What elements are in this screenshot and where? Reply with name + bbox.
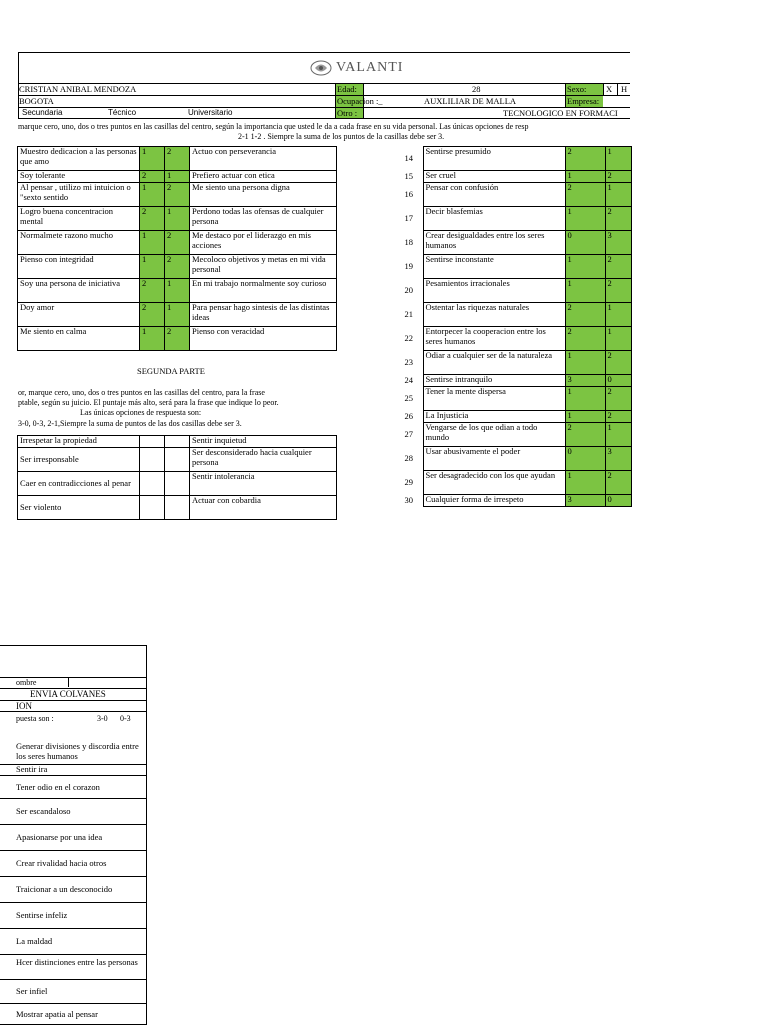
score-cell-b[interactable]: 2 (165, 327, 190, 351)
statement: Sentirse inconstante (423, 255, 565, 279)
score-cell-a[interactable]: 3 (565, 375, 605, 387)
score-cell-a[interactable]: 0 (565, 231, 605, 255)
rule (0, 979, 147, 980)
statement: La Injusticia (423, 411, 565, 423)
score-cell-b[interactable]: 1 (165, 303, 190, 327)
table-row (18, 231, 337, 255)
table-row (395, 171, 631, 183)
table-row (395, 183, 631, 207)
rule (68, 678, 69, 687)
statement: Vengarse de los que odian a todo mundo (423, 423, 565, 447)
statement-b: Para pensar hago sintesis de las distintas ideas (190, 303, 337, 327)
instructions-line2: 2-1 1-2 . Siempre la suma de los puntos de la casillas debe ser 3. (238, 132, 445, 141)
score-cell-b[interactable] (165, 436, 190, 448)
rule (0, 775, 147, 776)
statement-a: Al pensar , utilizo mi intuicion o "sexto sentido (18, 183, 140, 207)
table-row (395, 147, 631, 171)
score-cell-b[interactable]: 2 (165, 231, 190, 255)
statement: Sentirse intranquilo (423, 375, 565, 387)
score-cell-a[interactable]: 2 (565, 327, 605, 351)
rule (0, 824, 147, 825)
page2-item: La maldad (16, 936, 53, 946)
rule (0, 902, 147, 903)
edu-tecnico: Técnico (108, 108, 137, 117)
edu-universitario: Universitario (188, 108, 233, 117)
statement-a: Me siento en calma (18, 327, 140, 351)
score-cell-b[interactable]: 1 (605, 327, 631, 351)
score-cell-a[interactable]: 1 (565, 171, 605, 183)
part1-right-table (395, 146, 632, 507)
score-cell-b[interactable]: 2 (605, 471, 631, 495)
item-number: 27 (404, 428, 413, 439)
page2-item: Ser escandaloso (16, 806, 71, 816)
table-row (395, 231, 631, 255)
statement-a: Pienso con integridad (18, 255, 140, 279)
score-cell-a[interactable]: 2 (565, 423, 605, 447)
score-cell-a[interactable] (140, 472, 165, 496)
table-row (18, 207, 337, 231)
score-cell-a[interactable]: 1 (565, 387, 605, 411)
table-row (395, 327, 631, 351)
score-cell-a[interactable]: 1 (140, 147, 165, 171)
table-row (395, 279, 631, 303)
edad-label: Edad: (337, 84, 357, 94)
statement-b: Perdono todas las ofensas de cualquier persona (190, 207, 337, 231)
score-cell-a[interactable]: 2 (565, 147, 605, 171)
table-row (18, 327, 337, 351)
score-cell-a[interactable]: 1 (565, 351, 605, 375)
ocupacion-value: AUXLILIAR DE MALLA (424, 96, 517, 106)
rule (0, 798, 147, 799)
table-row (395, 255, 631, 279)
edu-secundaria: Secundaria (22, 108, 63, 117)
statement-a: Ser irresponsable (18, 448, 140, 472)
statement: Cualquier forma de irrespeto (423, 495, 565, 507)
score-cell-b[interactable]: 1 (165, 171, 190, 183)
statement: Ser desagradecido con los que ayudan (423, 471, 565, 495)
statement: Entorpecer la cooperacion entre los seres humanos (423, 327, 565, 351)
score-cell-b[interactable]: 2 (605, 411, 631, 423)
score-cell-b[interactable]: 2 (605, 351, 631, 375)
statement-b: Actuar con cobardia (190, 496, 337, 520)
score-cell-b[interactable]: 2 (165, 147, 190, 171)
score-cell-a[interactable]: 2 (565, 303, 605, 327)
score-cell-a[interactable]: 1 (565, 207, 605, 231)
score-cell-a[interactable]: 1 (565, 255, 605, 279)
score-cell-b[interactable]: 2 (605, 207, 631, 231)
nombre-label: ombre (16, 678, 37, 687)
table-row (18, 472, 337, 496)
rule (335, 83, 336, 119)
page2-item: Tener odio en el corazon (16, 781, 100, 792)
instructions2-line1: or, marque cero, uno, dos o tres puntos en las casillas del centro, para la frase (18, 388, 265, 397)
brand-emblem-icon (310, 60, 332, 76)
table-row (18, 448, 337, 472)
sexo-h: H (621, 84, 628, 94)
item-number: 23 (404, 356, 413, 367)
score-cell-a[interactable]: 2 (140, 207, 165, 231)
statement: Odiar a cualquier ser de la naturaleza (423, 351, 565, 375)
table-row (18, 147, 337, 171)
page2-item: Sentirse infeliz (16, 910, 68, 920)
statement-a: Irrespetar la propiedad (18, 436, 140, 448)
sexo-label: Sexo: (567, 84, 587, 94)
score-cell-a[interactable]: 2 (140, 303, 165, 327)
statement-b: En mi trabajo normalmente soy curioso (190, 279, 337, 303)
city: BOGOTA (19, 96, 54, 106)
item-number: 14 (404, 152, 413, 163)
instructions2-line3: Las únicas opciones de respuesta son: (80, 408, 202, 417)
score-cell-b[interactable]: 1 (165, 207, 190, 231)
statement: Sentirse presumido (423, 147, 565, 171)
instructions-line1: marque cero, uno, dos o tres puntos en las casillas del centro, según la importancia que usted le da a cada frase en su vida personal. Las únicas opciones de resp (18, 122, 529, 131)
statement-b: Ser desconsiderado hacia cualquier persona (190, 448, 337, 472)
score-cell-a[interactable]: 1 (140, 327, 165, 351)
score-cell-a[interactable] (140, 496, 165, 520)
table-row (18, 279, 337, 303)
table-row (395, 411, 631, 423)
score-cell-b[interactable]: 0 (605, 495, 631, 507)
rule (0, 1003, 147, 1004)
table-row (395, 423, 631, 447)
rule (603, 83, 604, 95)
score-cell-a[interactable]: 1 (140, 183, 165, 207)
score-cell-b[interactable] (165, 472, 190, 496)
resp-opt2: 0-3 (120, 714, 131, 723)
header-top-rule (18, 52, 630, 53)
statement: Decir blasfemias (423, 207, 565, 231)
resp-opt1: 3-0 (97, 714, 108, 723)
item-number: 17 (404, 212, 413, 223)
table-row (395, 375, 631, 387)
table-row (395, 447, 631, 471)
statement: Ostentar las riquezas naturales (423, 303, 565, 327)
score-cell-b[interactable]: 1 (605, 303, 631, 327)
page2-item: Traicionar a un desconocido (16, 884, 113, 894)
statement-b: Sentir intolerancia (190, 472, 337, 496)
rule (0, 876, 147, 877)
rule (146, 645, 147, 1024)
item-number: 18 (404, 236, 413, 247)
part2-left-table (17, 435, 337, 520)
statement-b: Me destaco por el liderazgo en mis acciones (190, 231, 337, 255)
rule (18, 118, 630, 119)
score-cell-a[interactable]: 2 (565, 183, 605, 207)
score-cell-b[interactable]: 3 (605, 447, 631, 471)
page2-item: Sentir ira (16, 764, 48, 774)
rule (0, 954, 147, 955)
page2-item: Ser infiel (16, 986, 48, 996)
score-cell-a[interactable]: 3 (565, 495, 605, 507)
ocupacion-label: Ocupacion :_ (337, 96, 383, 106)
statement-b: Sentir inquietud (190, 436, 337, 448)
score-cell-a[interactable]: 1 (565, 411, 605, 423)
item-number: 16 (404, 188, 413, 199)
score-cell-b[interactable]: 1 (605, 423, 631, 447)
score-cell-a[interactable]: 0 (565, 447, 605, 471)
score-cell-b[interactable]: 1 (165, 279, 190, 303)
edad-value: 28 (472, 84, 481, 94)
rule (18, 95, 630, 96)
sexo-x: X (606, 84, 613, 94)
statement-a: Caer en contradicciones al penar (18, 472, 140, 496)
score-cell-a[interactable]: 1 (140, 255, 165, 279)
table-row (395, 303, 631, 327)
statement-b: Mecoloco objetivos y metas en mi vida personal (190, 255, 337, 279)
table-row (18, 255, 337, 279)
statement-a: Soy tolerante (18, 171, 140, 183)
statement: Tener la mente dispersa (423, 387, 565, 411)
score-cell-a[interactable]: 1 (565, 471, 605, 495)
statement-a: Muestro dedicacion a las personas que amo (18, 147, 140, 171)
score-cell-a[interactable]: 2 (140, 171, 165, 183)
statement-a: Doy amor (18, 303, 140, 327)
score-cell-a[interactable]: 1 (140, 231, 165, 255)
empresa-label: Empresa: (567, 96, 600, 106)
table-row (395, 207, 631, 231)
score-cell-b[interactable] (165, 448, 190, 472)
resp-label: puesta son : (16, 714, 54, 723)
segunda-parte-title: SEGUNDA PARTE (137, 366, 205, 376)
score-cell-a[interactable] (140, 436, 165, 448)
score-cell-b[interactable]: 2 (605, 279, 631, 303)
page2-sub: ION (16, 701, 32, 711)
rule (0, 711, 147, 712)
score-cell-b[interactable]: 2 (605, 387, 631, 411)
statement-b: Actuo con perseverancia (190, 147, 337, 171)
table-row (18, 496, 337, 520)
statement-a: Ser violento (18, 496, 140, 520)
item-number: 21 (404, 308, 413, 319)
brand-logo (310, 60, 403, 76)
statement-a: Logro buena concentracion mental (18, 207, 140, 231)
participant-name: CRISTIAN ANIBAL MENDOZA (19, 84, 137, 94)
score-cell-b[interactable] (165, 496, 190, 520)
statement-b: Pienso con veracidad (190, 327, 337, 351)
page2-item: Hcer distinciones entre las personas (16, 956, 138, 967)
score-cell-b[interactable]: 1 (605, 147, 631, 171)
page2-title: ENVIA COLVANES (30, 689, 106, 699)
score-cell-a[interactable]: 2 (140, 279, 165, 303)
score-cell-b[interactable]: 2 (165, 255, 190, 279)
item-number: 25 (404, 392, 413, 403)
rule (0, 645, 147, 646)
item-number: 29 (404, 476, 413, 487)
item-number: 20 (404, 284, 413, 295)
table-row (18, 183, 337, 207)
otro-value: TECNOLOGICO EN FORMACI (503, 108, 618, 118)
rule (565, 83, 566, 107)
statement-b: Prefiero actuar con etica (190, 171, 337, 183)
page2-item: Crear rivalidad hacia otros (16, 858, 107, 868)
item-number: 26 (404, 410, 413, 421)
item-number: 22 (404, 332, 413, 343)
table-row (18, 436, 337, 448)
part1-left-table (17, 146, 337, 351)
table-row (18, 303, 337, 327)
statement-a: Soy una persona de iniciativa (18, 279, 140, 303)
statement: Usar abusivamente el poder (423, 447, 565, 471)
item-number: 15 (404, 170, 413, 181)
score-cell-b[interactable]: 2 (165, 183, 190, 207)
statement: Pensar con confusión (423, 183, 565, 207)
table-row (395, 471, 631, 495)
score-cell-b[interactable]: 0 (605, 375, 631, 387)
otro-label: Otro : (337, 108, 358, 118)
brand-name: VALANTI (336, 60, 404, 76)
statement-a: Normalmete razono mucho (18, 231, 140, 255)
table-row (395, 387, 631, 411)
page2-item: Apasionarse por una idea (16, 832, 103, 842)
item-number: 19 (404, 260, 413, 271)
score-cell-b[interactable]: 2 (605, 255, 631, 279)
rule (617, 83, 618, 95)
page2-item: Mostrar apatia al pensar (16, 1008, 98, 1019)
page2-item: Generar divisiones y discordia entre los seres humanos (16, 741, 139, 761)
table-row (18, 171, 337, 183)
score-cell-a[interactable] (140, 448, 165, 472)
item-number: 24 (404, 374, 413, 385)
item-number: 28 (404, 452, 413, 463)
rule (0, 928, 147, 929)
table-row (395, 351, 631, 375)
instructions2-line4: 3-0, 0-3, 2-1,Siempre la suma de puntos de las dos casillas debe ser 3. (18, 419, 242, 428)
statement: Crear desigualdades entre los seres humanos (423, 231, 565, 255)
instructions2-line2: ptable, según su juicio. El puntaje más alto, será para la frase que indique lo peor. (18, 398, 279, 407)
rule (0, 850, 147, 851)
statement-b: Me siento una persona digna (190, 183, 337, 207)
statement: Pesamientos irracionales (423, 279, 565, 303)
item-number: 30 (404, 494, 413, 505)
score-cell-b[interactable]: 3 (605, 231, 631, 255)
score-cell-b[interactable]: 2 (605, 171, 631, 183)
table-row (395, 495, 631, 507)
score-cell-a[interactable]: 1 (565, 279, 605, 303)
statement: Ser cruel (423, 171, 565, 183)
score-cell-b[interactable]: 1 (605, 183, 631, 207)
